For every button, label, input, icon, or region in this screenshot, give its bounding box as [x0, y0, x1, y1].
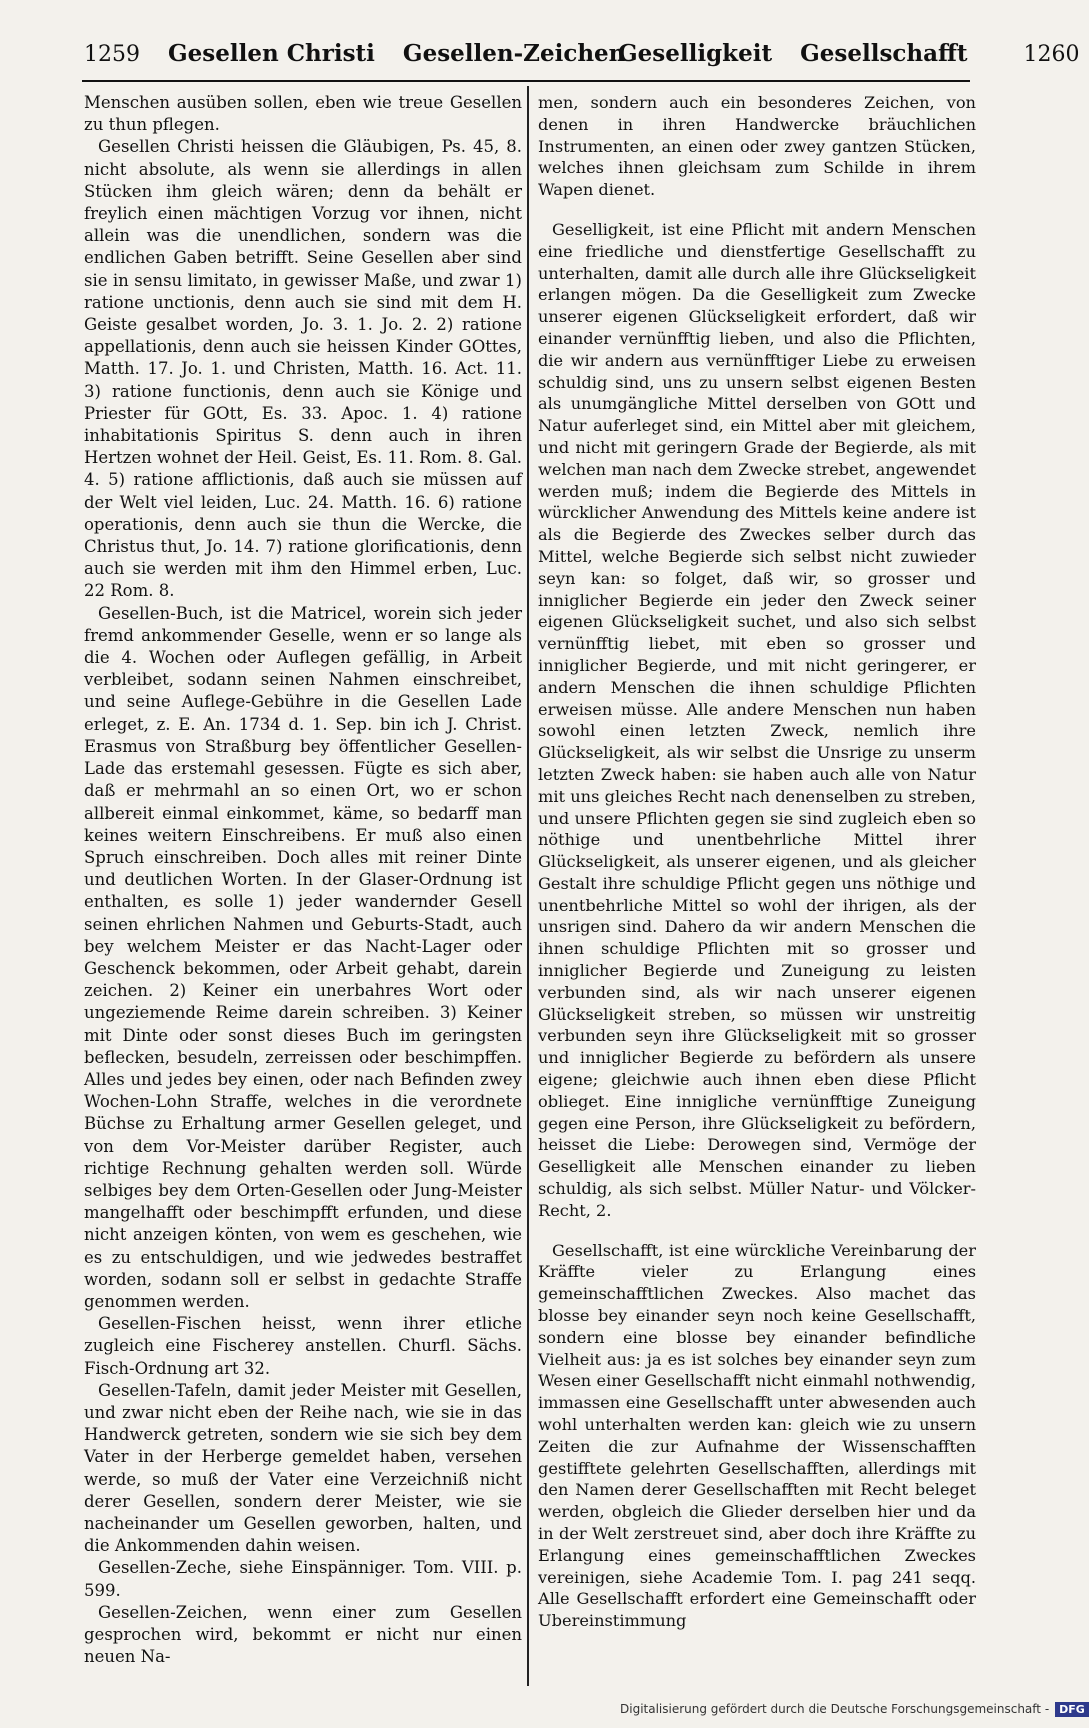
entry-gesellen-zeche: Gesellen-Zeche, siehe Einspänniger. Tom. VIII. p. 599. — [84, 1558, 522, 1600]
entry-geselligkeit: Geselligkeit, ist eine Pflicht mit andern Menschen eine friedliche und dienstfertige Gesellschafft zu unterhalten, damit alle durch alle ihre Glückseligkeit erlangen mögen. Da die Geselligkeit zum Zwecke unserer eigenen Glückseligkeit erfordert, daß wir einander vernünfftig lieben, und also die Pflichten, die wir andern aus vernünfftiger Liebe zu erweisen schuldig sind, uns zu unsern selbst eigenen Besten als unumgängliche Mittel derselben von GOtt und Natur auferleget sind, ein Mittel aber mit gleichem, und nicht mit geringern Grade der Begierde, als mit welchen man nach dem Zwecke strebet, angewendet werden muß; indem die Begierde des Mittels in würcklicher Anwendung des Mittels keine andere ist als die Begierde des Zweckes selber durch das Mittel, welche Begierde sich selbst nicht zuwieder seyn kan: so folget, daß wir, so grosser und inniglicher Begierde ein jeder den Zweck seiner eigenen Glückseligkeit suchet, und also sich selbst vernünfftig liebet, mit eben so grosser und inniglicher Begierde, und mit nicht geringerer, er andern Menschen die ihnen schuldige Pflichten erweisen müsse. Alle andere Menschen nun haben sowohl einen letzten Zweck, nemlich ihre Glückseligkeit, als wir selbst die Unsrige zu unserm letzten Zweck haben: sie haben auch alle von Natur mit uns gleiches Recht nach denenselben zu streben, und unsere Pflichten gegen sie sind zugleich eben so nöthige und unentbehrliche Mittel ihrer Glückseligkeit, als unserer eigenen, und als gleicher Gestalt ihre schuldige Pflicht gegen uns nöthige und unentbehrliche Mittel so wohl der ihrigen, als der unsrigen sind. Dahero da wir andern Menschen die ihnen schuldige Pflichten mit so grosser und inniglicher Begierde und Zuneigung zu leisten verbunden sind, als wir nach unserer eigenen Glückseligkeit streben, so müssen wir unstreitig verbunden seyn ihre Glückseligkeit mit so grosser und inniglicher Begierde zu befördern als unsere eigene; gleichwie auch ihnen eben diese Pflicht oblieget. Eine innigliche vernünfftige Zuneigung gegen eine Person, ihre Glückseligkeit zu befördern, heisset die Liebe: Derowegen sind, Vermöge der Geselligkeit alle Menschen einander zu lieben schuldig, als sich selbst. Müller Natur- und Völcker-Recht, 2. — [538, 219, 976, 1220]
right-page-header — [618, 40, 1080, 76]
left-page-number: 1259 — [84, 42, 140, 67]
entry-paragraph: Menschen ausüben sollen, eben wie treue Gesellen zu thun pflegen. — [84, 93, 522, 135]
entry-gesellen-christi: Gesellen Christi heissen die Gläubigen, Ps. 45, 8. nicht absolute, als wenn sie allerdings in allen Stücken ihm gleich wären; denn da behält er freylich einen mächtigen Vorzug vor ihnen, nicht allein was die unendlichen, sondern was die endlichen Gaben betrifft. Seine Gesellen aber sind sie in sensu limitato, in gewisser Maße, und zwar 1) ratione unctionis, denn auch sie sind mit dem H. Geiste gesalbet worden, Jo. 3. 1. Jo. 2. 2) ratione appellationis, denn auch sie heissen Kinder GOttes, Matth. 17. Jo. 1. und Christen, Matth. 16. Act. 11. 3) ratione functionis, denn auch sie Könige und Priester für GOtt, Es. 33. Apoc. 1. 4) ratione inhabitationis Spiritus S. denn auch in ihren Hertzen wohnet der Heil. Geist, Es. 11. Rom. 8. Gal. 4. 5) ratione afflictionis, daß auch sie müssen auf der Welt viel leiden, Luc. 24. Matth. 16. 6) ratione operationis, denn auch sie thun die Wercke, die Christus thut, Jo. 14. 7) ratione glorificationis, denn auch sie werden mit ihm den Himmel erben, Luc. 22 Rom. 8. — [84, 137, 522, 601]
right-page-number: 1260 — [1023, 42, 1080, 67]
entry-gesellen-zeichen: Gesellen-Zeichen, wenn einer zum Gesellen gesprochen wird, bekommt er nicht nur einen neuen Na- — [84, 1602, 522, 1667]
entry-gesellschafft: Gesellschafft, ist eine würckliche Vereinbarung der Kräffte vieler zu Erlangung eines gemeinschafftlichen Zweckes. Also machet das blosse bey einander seyn noch keine Gesellschafft, sondern eine blosse bey einander befindliche Vielheit aus: ja es ist solches bey einander seyn zum Wesen einer Gesellschafft nicht einmahl nothwendig, immassen eine Gesellschafft unter abwesenden auch wohl unterhalten werden kan: gleich wie zu unsern Zeiten die zur Aufnahme der Wissenschafften gestifftete gelehrten Gesellschafften, allerdings mit den Namen derer Gesellschafften mit Recht beleget werden, obgleich die Glieder derselben hier und da in der Welt zerstreuet sind, aber doch ihre Kräffte zu Erlangung eines gemeinschafftlichen Zweckes vereinigen, siehe Academie Tom. I. pag 241 seqq. Alle Gesellschafft erfordert eine Gemeinschafft oder Ubereinstimmung — [538, 1240, 976, 1631]
right-column — [538, 92, 976, 1632]
entry-gesellen-fischen: Gesellen-Fischen heisst, wenn ihrer etliche zugleich eine Fischerey anstellen. Churfl. Sächs. Fisch-Ordnung art 32. — [84, 1314, 522, 1378]
left-page-header — [84, 40, 645, 76]
entry-gesellen-zeichen-continued: men, sondern auch ein besonderes Zeichen, von denen in ihren Handwercke bräuchlichen Instrumenten, an einen oder zwey gantzen Stücken, welches ihnen gleichsam zum Schilde in ihrem Wapen dienet. — [538, 93, 976, 200]
right-header-catchword-1: Geselligkeit — [618, 40, 773, 67]
left-header-catchword-1: Gesellen Christi — [168, 40, 375, 67]
entry-gesellen-tafeln: Gesellen-Tafeln, damit jeder Meister mit Gesellen, und zwar nicht eben der Reihe nach, wie sie in das Handwerck getreten, sondern wie sie sich bey dem Vater in der Herberge gemeldet haben, versehen werde, so muß der Vater eine Verzeichniß nicht derer Gesellen, sondern derer Meister, wie sie nacheinander um Gesellen geworben, halten, und die Ankommenden dahin weisen. — [84, 1380, 522, 1556]
header-rule — [82, 80, 970, 82]
column-divider — [527, 86, 529, 1686]
entry-gesellen-buch: Gesellen-Buch, ist die Matricel, worein sich jeder fremd ankommender Geselle, wenn er so lange als die 4. Wochen oder Auflegen gefällig, in Arbeit verbleibet, sodann seinen Nahmen einschreibet, und seine Auflege-Gebühre in die Gesellen Lade erleget, z. E. An. 1734 d. 1. Sep. bin ich J. Christ. Erasmus von Straßburg bey öffentlicher Gesellen-Lade das erstemahl gesessen. Fügte es sich aber, daß er mehrmahl an so einen Ort, wo er schon allbereit einmal einkommet, käme, so bedarff man keines weitern Einschreibens. Er muß also einen Spruch einschreiben. Doch alles mit reiner Dinte und deutlichen Worten. In der Glaser-Ordnung ist enthalten, es solle 1) jeder wandernder Gesell seinen ehrlichen Nahmen und Geburts-Stadt, auch bey welchem Meister er das Nacht-Lager oder Geschenck bekommen, oder Arbeit gehabt, darein zeichen. 2) Keiner ein unerbahres Wort oder ungeziemende Reime darein schreiben. 3) Keiner mit Dinte oder sonst dieses Buch im geringsten beflecken, besudeln, zerreissen oder beschimpffen. Alles und jedes bey einen, oder nach Befinden zwey Wochen-Lohn Straffe, welches in die verordnete Büchse zu Erhaltung armer Gesellen geleget, und von dem Vor-Meister darüber Register, auch richtige Rechnung gehalten werden soll. Würde selbiges bey dem Orten-Gesellen oder Jung-Meister mangelhafft oder beschimpfft erfunden, und diese nicht anzeigen könten, von wem es geschehen, wie es zu entschuldigen, und wie jedwedes bestraffet worden, sodann soll er selbst in gedachte Straffe genommen werden. — [84, 603, 522, 1311]
credit-text: Digitalisierung gefördert durch die Deutsche Forschungsgemeinschaft - — [620, 1702, 1050, 1716]
left-header-catchword-2: Gesellen-Zeichen — [402, 40, 626, 67]
dfg-logo: DFG — [1055, 1702, 1089, 1717]
right-header-catchword-2: Gesellschafft — [800, 40, 968, 67]
digitization-credit — [620, 1702, 1085, 1722]
left-column — [84, 92, 522, 1668]
